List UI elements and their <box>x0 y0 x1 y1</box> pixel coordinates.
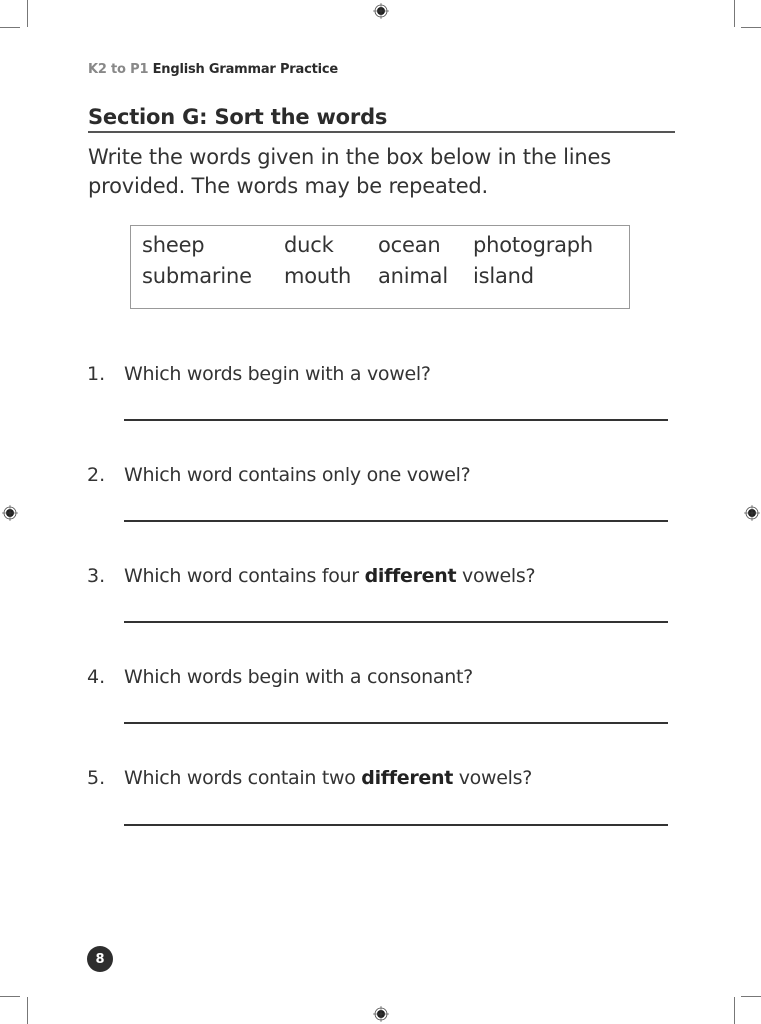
emphasis: different <box>364 565 457 587</box>
word-box <box>130 225 630 309</box>
section-title: Section G: Sort the words <box>88 105 388 129</box>
word-item: animal <box>378 264 448 288</box>
answer-line[interactable] <box>124 722 668 724</box>
question-number: 2. <box>87 464 106 486</box>
crop-mark <box>741 27 761 28</box>
question-text: Which word contains only one vowel? <box>124 464 471 486</box>
registration-target-icon <box>373 1006 389 1022</box>
word-item: duck <box>284 233 334 257</box>
crop-mark <box>0 27 20 28</box>
question-text: Which words begin with a vowel? <box>124 363 431 385</box>
question-number: 3. <box>87 565 106 587</box>
question-text: Which words contain two different vowels? <box>124 767 532 789</box>
emphasis: different <box>361 767 453 789</box>
instructions: Write the words given in the box below in the lines provided. The words may be repeated. <box>88 145 611 198</box>
crop-mark <box>734 0 735 27</box>
word-item: sheep <box>142 233 205 257</box>
page-number-badge: 8 <box>87 946 113 972</box>
answer-line[interactable] <box>124 824 668 826</box>
answer-line[interactable] <box>124 621 668 623</box>
crop-mark <box>0 996 20 997</box>
title-underline <box>88 131 675 133</box>
word-item: photograph <box>473 233 594 257</box>
question-number: 1. <box>87 363 106 385</box>
registration-target-icon <box>2 505 18 521</box>
question-number: 4. <box>87 666 106 688</box>
crop-mark <box>27 0 28 27</box>
book-title: English Grammar Practice <box>152 62 338 77</box>
question-text: Which words begin with a consonant? <box>124 666 473 688</box>
running-header <box>88 62 338 77</box>
word-item: island <box>473 264 534 288</box>
registration-target-icon <box>373 3 389 19</box>
word-item: ocean <box>378 233 441 257</box>
question-number: 5. <box>87 767 106 789</box>
crop-mark <box>734 997 735 1024</box>
question-text: Which word contains four different vowels? <box>124 565 536 587</box>
answer-line[interactable] <box>124 419 668 421</box>
word-item: submarine <box>142 264 252 288</box>
answer-line[interactable] <box>124 520 668 522</box>
crop-mark <box>27 997 28 1024</box>
registration-target-icon <box>744 505 760 521</box>
level-label: K2 to P1 <box>88 62 149 77</box>
word-item: mouth <box>284 264 352 288</box>
crop-mark <box>741 996 761 997</box>
